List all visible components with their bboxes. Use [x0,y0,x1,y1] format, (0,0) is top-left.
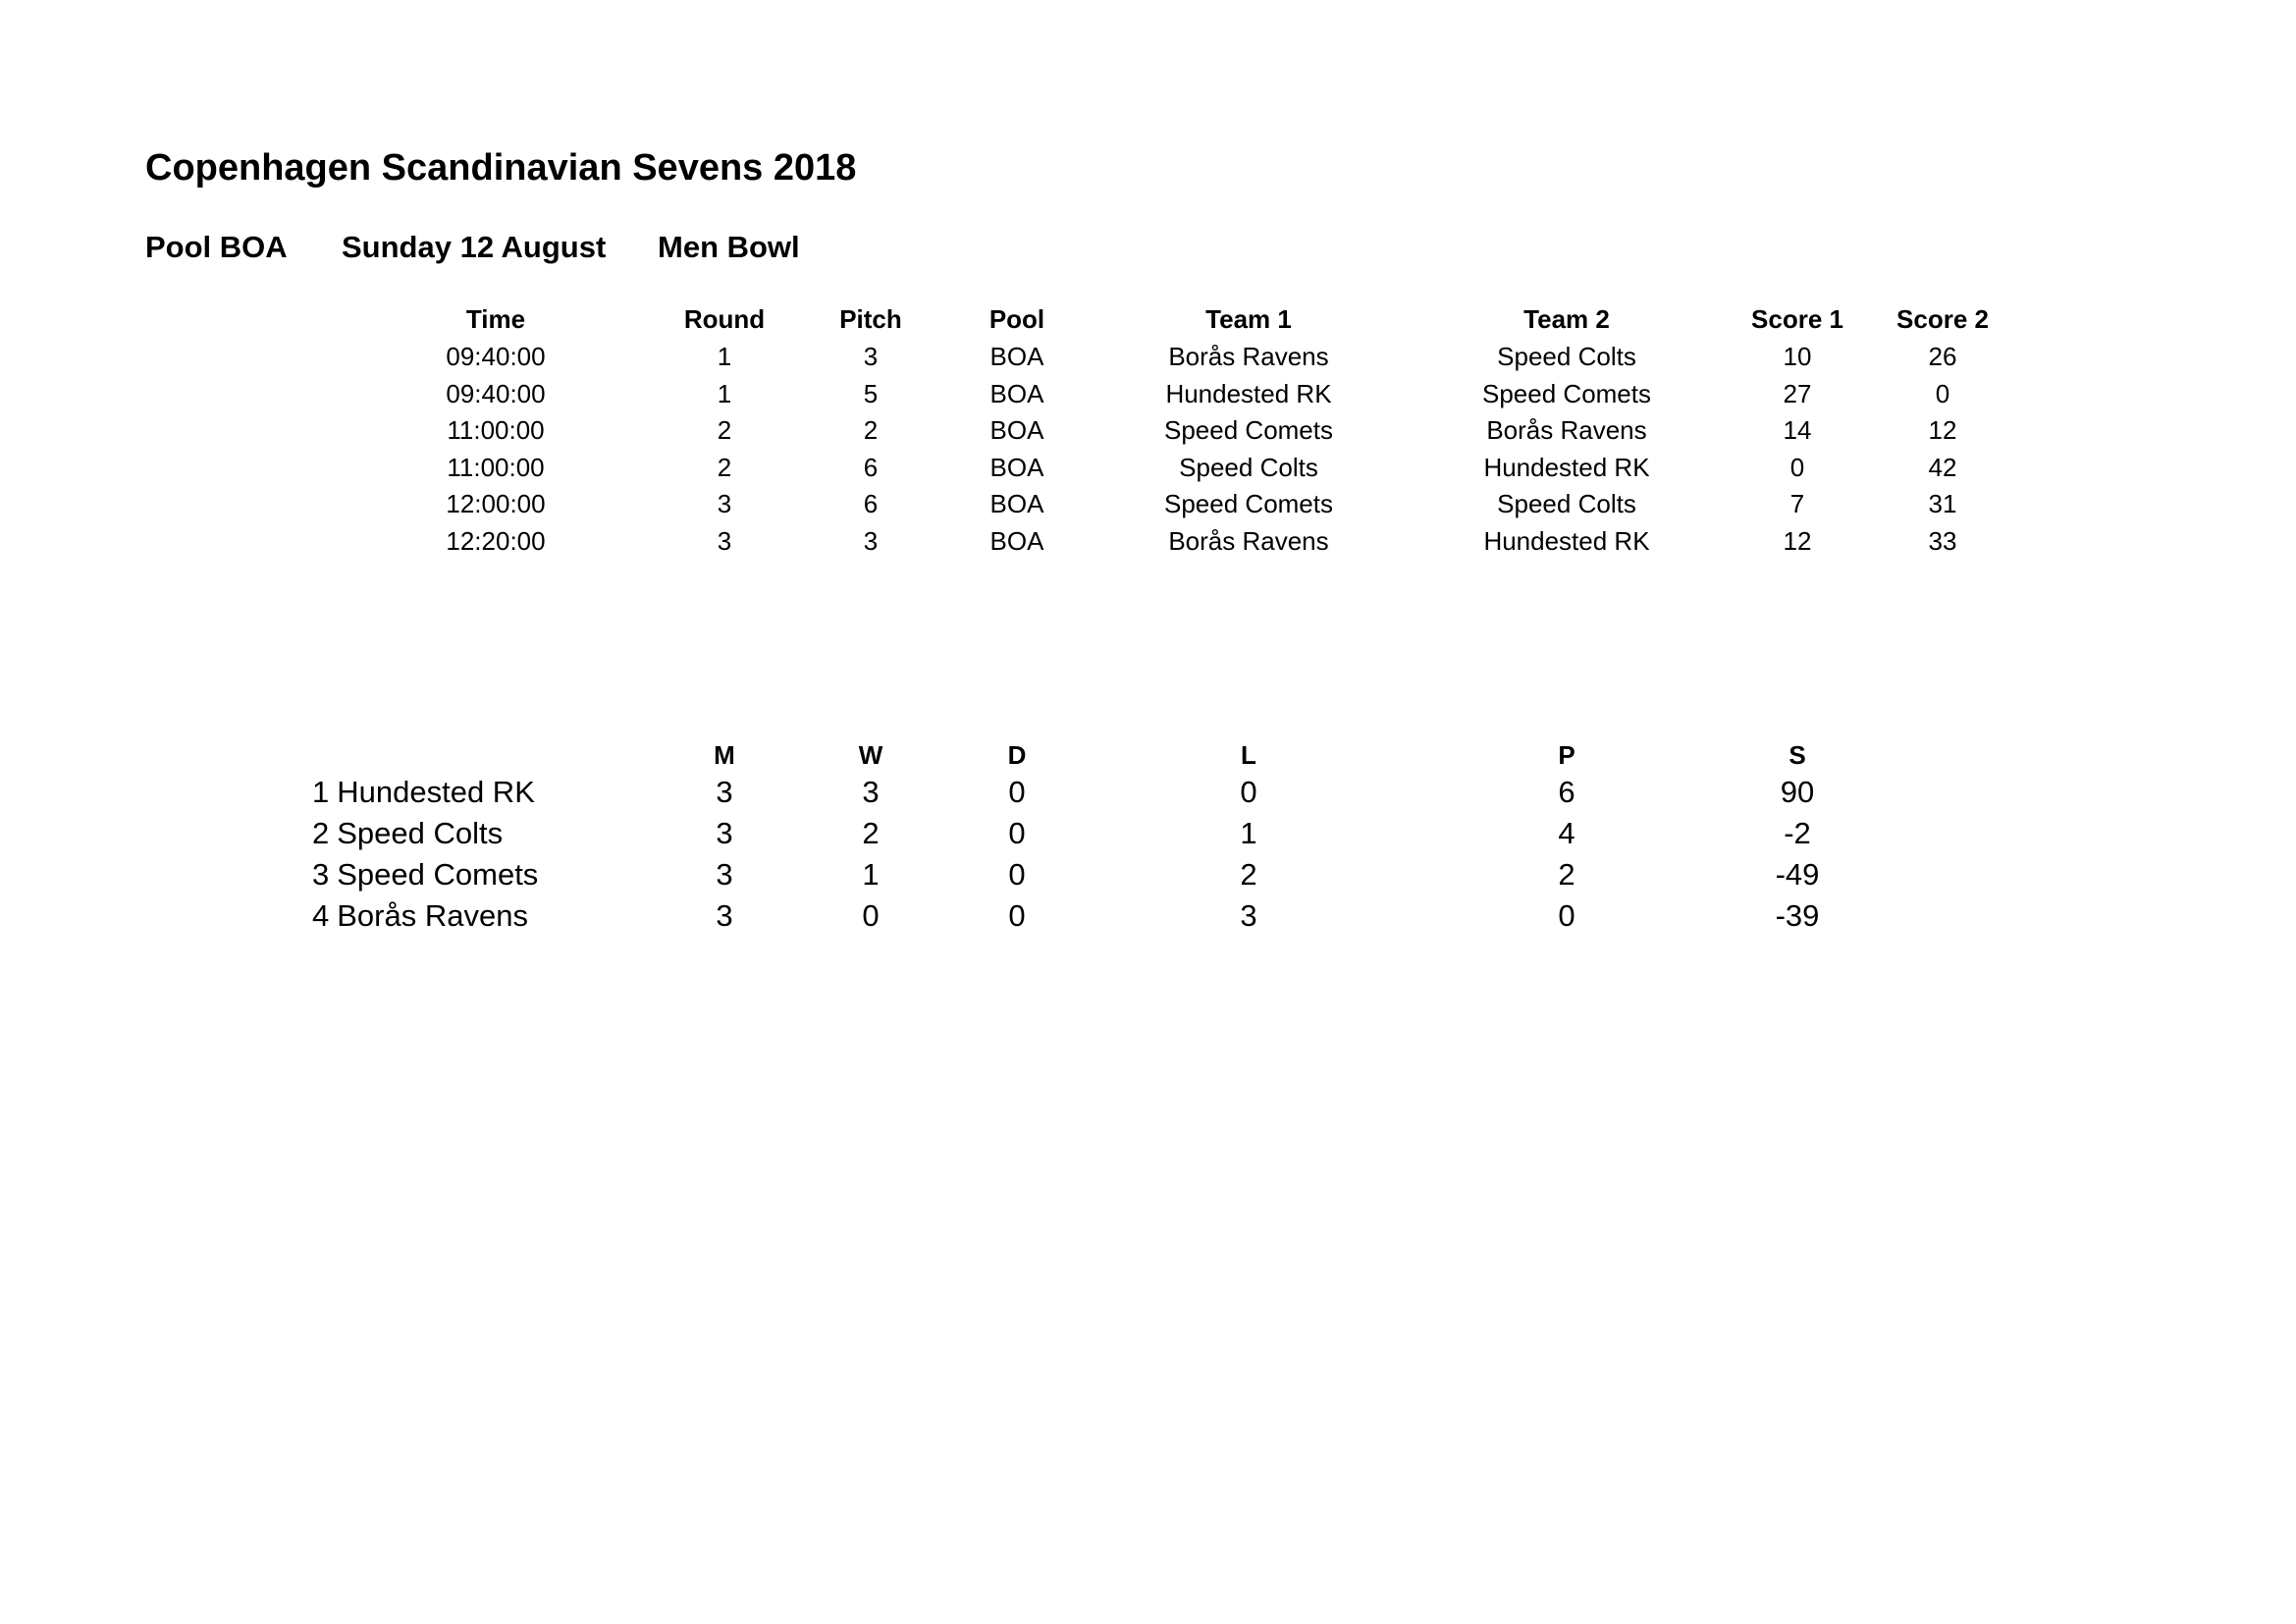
fixture-cell-pitch: 6 [863,452,879,482]
fixtures-header-pool: Pool [988,304,1045,334]
standings-team [312,898,528,934]
fixture-cell-round: 3 [717,525,732,556]
fixture-cell-score-1: 14 [1783,415,1812,445]
fixture-cell-pitch: 5 [863,378,879,408]
fixture-cell-score-1: 10 [1783,342,1812,371]
fixtures-header-score-2: Score 2 [1896,304,1989,334]
fixture-cell-score-1: 0 [1789,452,1805,482]
standings-header-draws: D [1007,740,1027,770]
standings-cell-wins: 0 [862,898,880,933]
fixture-cell-score-2: 42 [1928,452,1957,482]
standings-header-points: P [1558,740,1575,770]
fixture-cell-time: 12:20:00 [446,525,546,556]
fixture-cell-pitch: 2 [863,415,879,445]
fixture-cell-pool: BOA [989,452,1044,482]
fixtures-header-round: Round [683,304,766,334]
standings-team [312,816,503,851]
fixture-cell-pool: BOA [989,415,1044,445]
standings-cell-matches: 3 [716,775,733,809]
standings-cell-wins: 3 [862,775,880,809]
fixture-cell-team-1: Speed Colts [1179,452,1318,482]
fixture-cell-score-2: 12 [1928,415,1957,445]
fixture-cell-score-1: 7 [1789,489,1805,518]
fixture-cell-team-1: Borås Ravens [1168,525,1329,556]
fixtures-header-team-1: Team 1 [1205,304,1292,334]
fixture-cell-score-1: 27 [1783,378,1812,408]
fixture-cell-score-1: 12 [1783,525,1812,556]
standings-cell-matches: 3 [716,816,733,850]
fixture-cell-team-1: Speed Comets [1164,489,1333,518]
standings-header-losses: L [1241,740,1256,770]
standings-cell-draws: 0 [1008,775,1026,809]
fixture-cell-score-2: 26 [1928,342,1957,371]
date-label: Sunday 12 August [342,230,607,264]
fixture-cell-team-1: Hundested RK [1165,378,1332,408]
standings-cell-losses: 2 [1240,857,1257,892]
standings-header-wins: W [858,740,883,770]
standings-cell-matches: 3 [716,898,733,933]
fixture-cell-score-2: 33 [1928,525,1957,556]
standings-cell-draws: 0 [1008,816,1026,850]
fixture-cell-time: 09:40:00 [446,342,546,371]
fixture-cell-team-2: Borås Ravens [1486,415,1647,445]
standings-rank: 4 [312,898,330,933]
standings-team [312,775,535,810]
standings-team-name: Speed Comets [337,857,539,892]
fixture-cell-pitch: 6 [863,489,879,518]
standings-cell-score-difference: -49 [1775,857,1820,892]
fixture-cell-pitch: 3 [863,525,879,556]
standings-team-name: Hundested RK [337,775,535,809]
standings-cell-points: 2 [1558,857,1575,892]
standings-team [312,857,538,893]
standings-team-name: Borås Ravens [337,898,528,933]
fixture-cell-team-1: Speed Comets [1164,415,1333,445]
fixture-cell-pool: BOA [989,489,1044,518]
fixture-cell-pool: BOA [989,525,1044,556]
standings-cell-wins: 2 [862,816,880,850]
fixture-cell-time: 11:00:00 [447,415,545,445]
fixture-cell-team-2: Speed Comets [1482,378,1651,408]
fixture-cell-round: 2 [717,415,732,445]
fixtures-header-pitch: Pitch [839,304,902,334]
fixture-cell-score-2: 0 [1935,378,1950,408]
standings-cell-draws: 0 [1008,857,1026,892]
standings-rank: 2 [312,816,330,850]
standings-header-score-difference: S [1789,740,1806,770]
fixtures-header-team-2: Team 2 [1523,304,1610,334]
standings-cell-losses: 3 [1240,898,1257,933]
fixture-cell-team-2: Hundested RK [1483,452,1650,482]
fixture-cell-score-2: 31 [1928,489,1957,518]
fixtures-header-time: Time [465,304,526,334]
fixture-cell-pitch: 3 [863,342,879,371]
standings-cell-losses: 0 [1240,775,1257,809]
standings-cell-draws: 0 [1008,898,1026,933]
standings-rank: 1 [312,775,330,809]
fixture-cell-time: 12:00:00 [446,489,546,518]
standings-cell-score-difference: 90 [1780,775,1815,809]
fixture-cell-team-2: Speed Colts [1497,342,1636,371]
fixture-cell-time: 09:40:00 [446,378,546,408]
fixture-cell-team-1: Borås Ravens [1168,342,1329,371]
fixture-cell-pool: BOA [989,342,1044,371]
fixture-cell-round: 3 [717,489,732,518]
fixture-cell-team-2: Hundested RK [1483,525,1650,556]
standings-cell-points: 0 [1558,898,1575,933]
standings-cell-score-difference: -39 [1775,898,1820,933]
fixture-cell-round: 1 [717,378,732,408]
standings-cell-wins: 1 [862,857,880,892]
standings-cell-matches: 3 [716,857,733,892]
standings-team-name: Speed Colts [337,816,504,850]
fixture-cell-round: 2 [717,452,732,482]
fixtures-header-score-1: Score 1 [1751,304,1843,334]
standings-header-matches: M [714,740,735,770]
fixture-cell-pool: BOA [989,378,1044,408]
standings-cell-losses: 1 [1240,816,1257,850]
fixture-cell-time: 11:00:00 [447,452,545,482]
pool-label: Pool BOA [145,230,288,264]
standings-cell-points: 6 [1558,775,1575,809]
standings-rank: 3 [312,857,330,892]
division-label: Men Bowl [658,230,800,264]
page-title: Copenhagen Scandinavian Sevens 2018 [145,147,857,189]
standings-cell-score-difference: -2 [1784,816,1811,850]
fixture-cell-team-2: Speed Colts [1497,489,1636,518]
standings-cell-points: 4 [1558,816,1575,850]
fixture-cell-round: 1 [717,342,732,371]
